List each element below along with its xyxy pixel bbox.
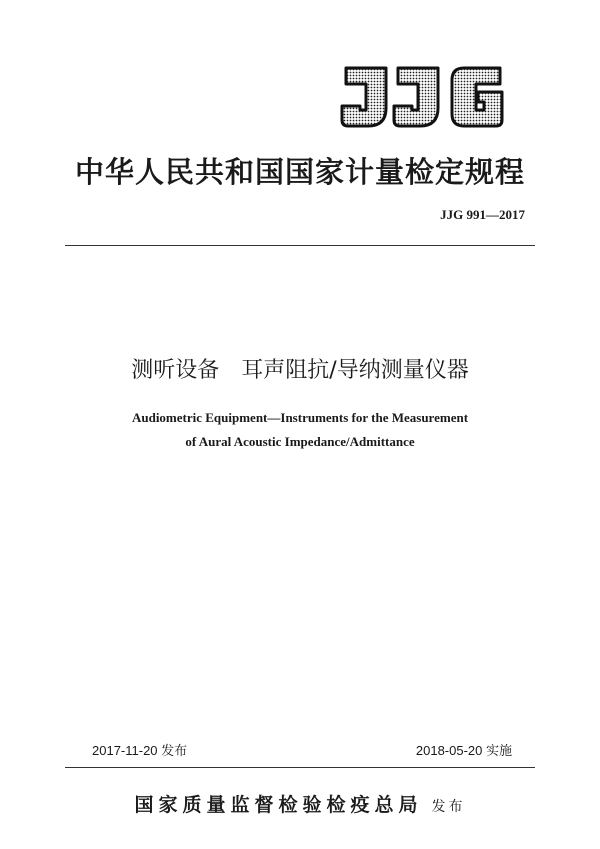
effective-date: 2018-05-20 实施 bbox=[415, 743, 512, 758]
english-title-line-1: Audiometric Equipment—Instruments for the Measurement bbox=[131, 410, 469, 425]
english-title-line-2: of Aural Acoustic Impedance/Admittance bbox=[185, 434, 415, 449]
publisher-name: 国家质量监督检验检疫总局 bbox=[134, 794, 423, 816]
jjg-logo bbox=[340, 62, 505, 132]
bottom-divider bbox=[65, 767, 535, 768]
top-divider bbox=[65, 245, 535, 246]
publisher-suffix: 发布 bbox=[431, 799, 466, 815]
standard-code: JJG 991—2017 bbox=[440, 207, 525, 222]
publisher bbox=[0, 790, 600, 817]
issue-date: 2017-11-20 发布 bbox=[92, 743, 188, 758]
chinese-title: 测听设备 耳声阻抗/导纳测量仪器 bbox=[131, 358, 469, 383]
document-category-title: 中华人民共和国国家计量检定规程 bbox=[74, 155, 525, 189]
